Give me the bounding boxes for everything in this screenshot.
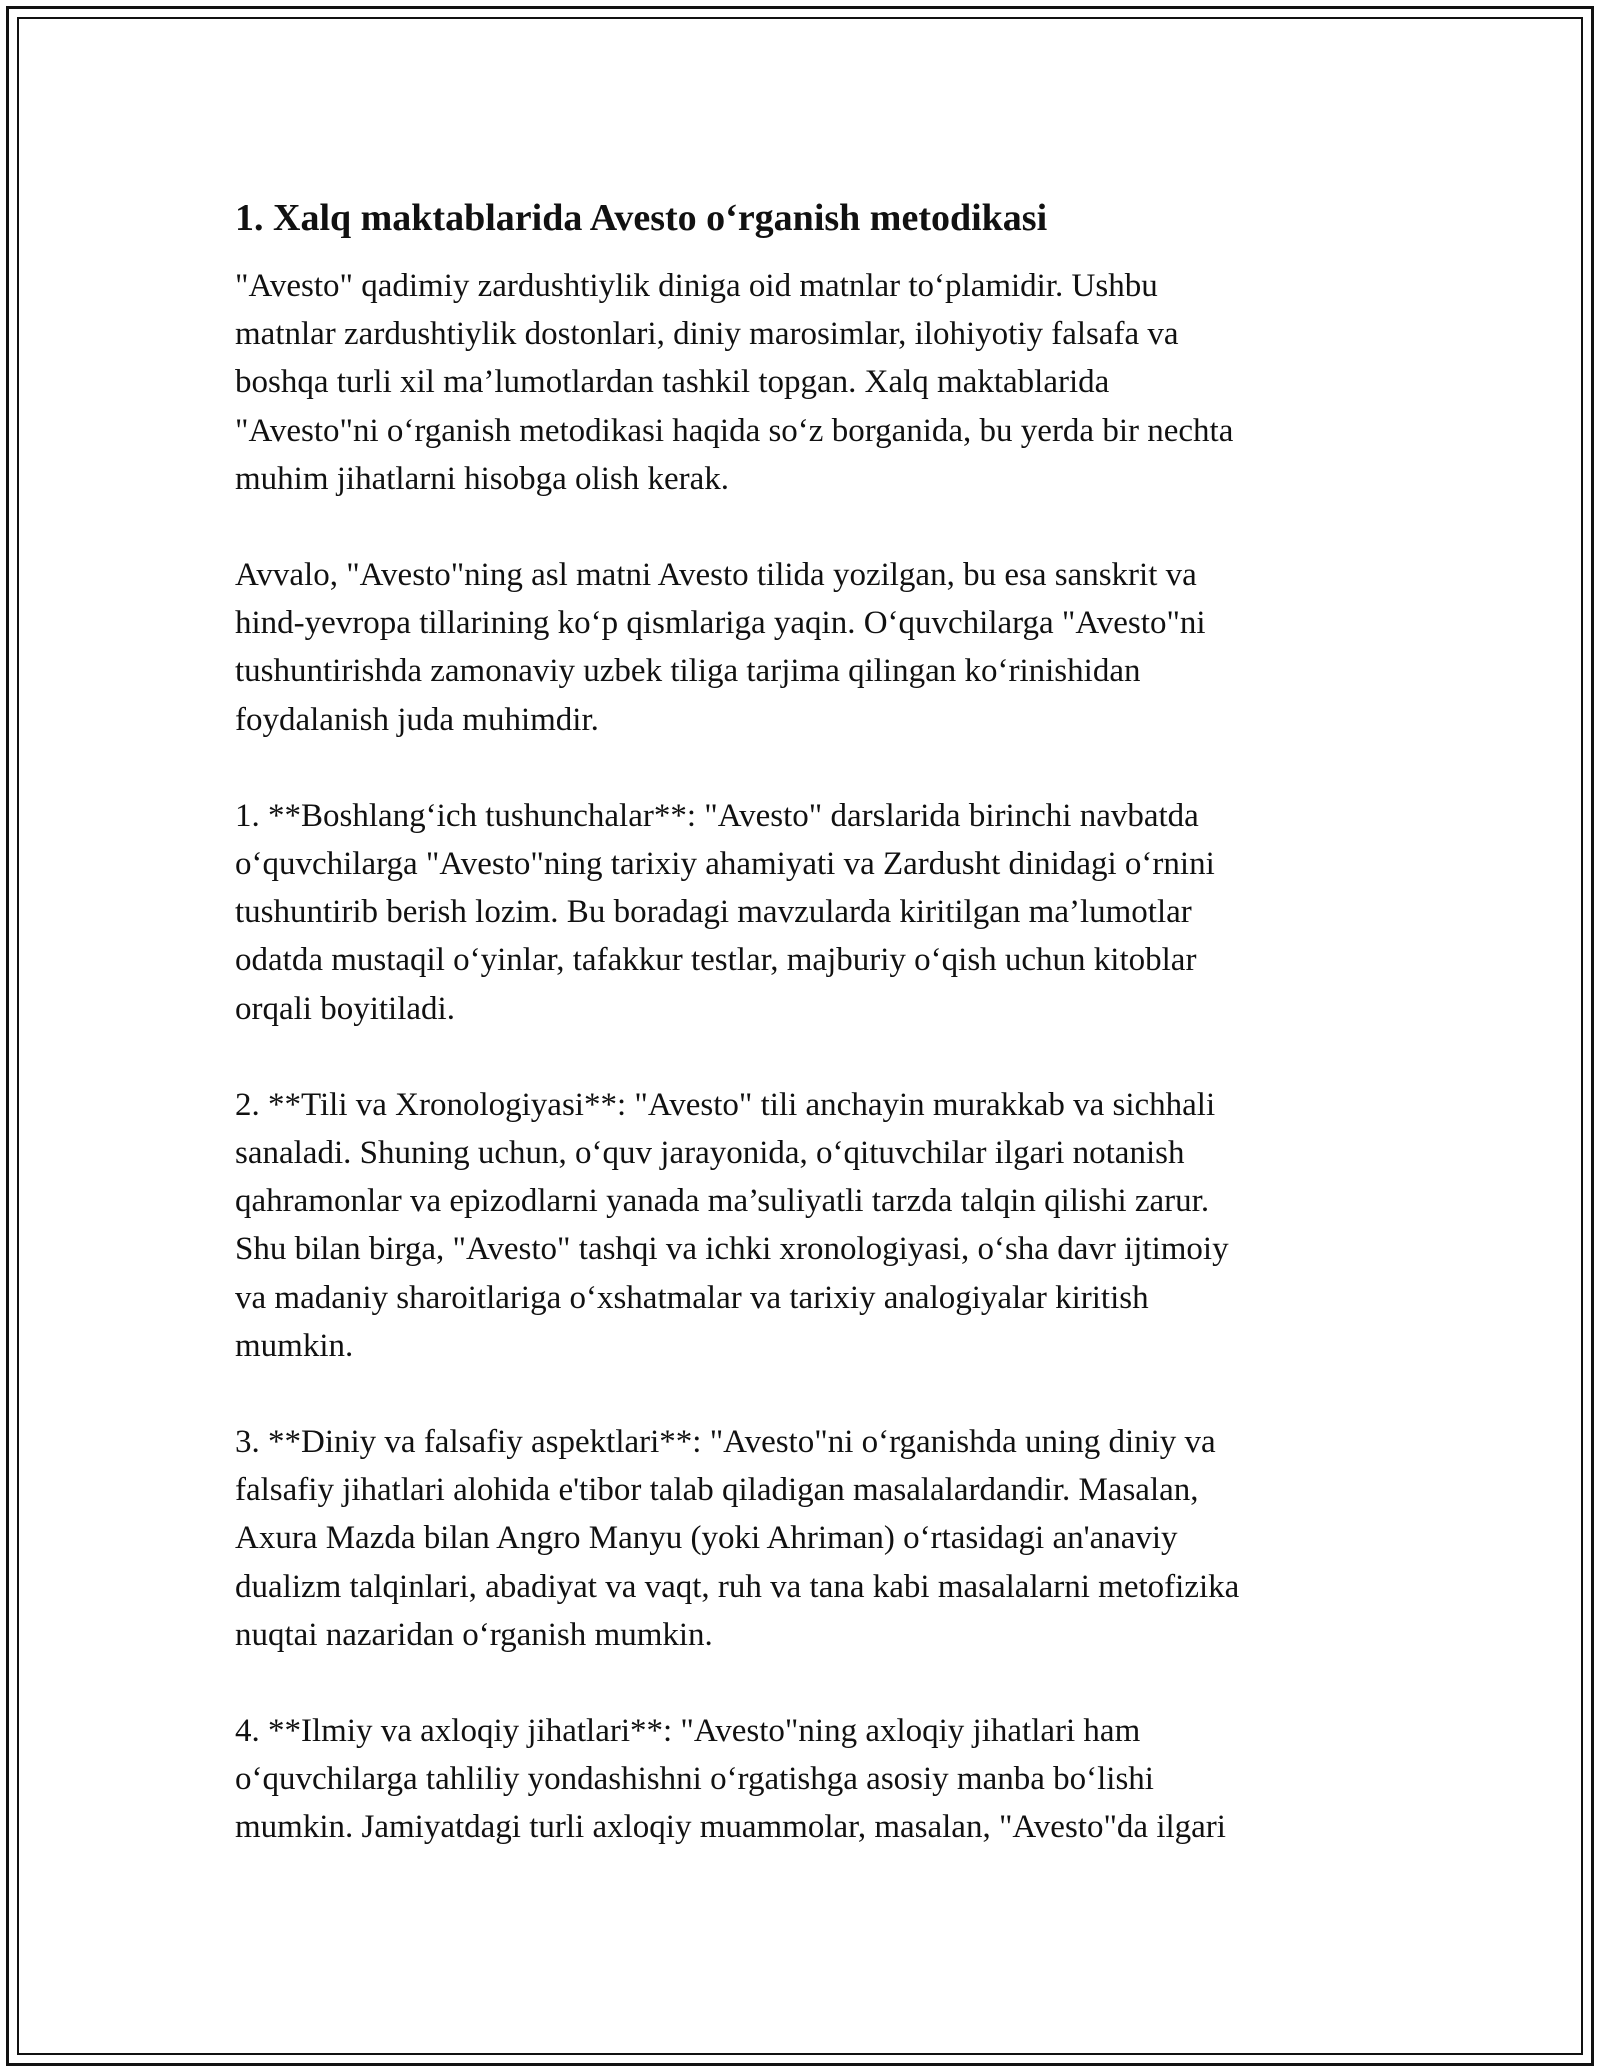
- paragraph-line: Shu bilan birga, "Avesto" tashqi va ichki xronologiyasi, o‘sha davr ijtimoiy: [235, 1231, 1229, 1268]
- list-item-4: [235, 1707, 1365, 1852]
- document-title: 1. Xalq maktablarida Avesto o‘rganish metodikasi: [235, 197, 1048, 239]
- document-body: [235, 182, 1365, 1900]
- paragraph-line: qahramonlar va epizodlarni yanada ma’suliyatli tarzda talqin qilishi zarur.: [235, 1183, 1210, 1220]
- paragraph-line: sanaladi. Shuning uchun, o‘quv jarayonida, o‘qituvchilar ilgari notanish: [235, 1135, 1185, 1172]
- paragraph-line: tushuntirishda zamonaviy uzbek tiliga tarjima qilingan ko‘rinishidan: [235, 653, 1141, 690]
- paragraph-line: hind-yevropa tillarining ko‘p qismlariga yaqin. O‘quvchilarga "Avesto"ni: [235, 605, 1206, 642]
- paragraph-line: foydalanish juda muhimdir.: [235, 701, 599, 738]
- paragraph-line: odatda mustaqil o‘yinlar, tafakkur testlar, majburiy o‘qish uchun kitoblar: [235, 942, 1197, 979]
- paragraph-line: falsafiy jihatlari alohida e'tibor talab qiladigan masalalardandir. Masalan,: [235, 1472, 1199, 1509]
- paragraph-line: tushuntirib berish lozim. Bu boradagi mavzularda kiritilgan ma’lumotlar: [235, 894, 1192, 931]
- paragraph-line: Avvalo, "Avesto"ning asl matni Avesto tilida yozilgan, bu esa sanskrit va: [235, 557, 1197, 594]
- list-item-1: [235, 792, 1365, 1033]
- list-item-3: [235, 1418, 1365, 1659]
- paragraph-line: 2. **Tili va Xronologiyasi**: "Avesto" tili anchayin murakkab va sichhali: [235, 1086, 1216, 1123]
- list-item-2: [235, 1081, 1365, 1370]
- paragraph-line: mumkin. Jamiyatdagi turli axloqiy muammolar, masalan, "Avesto"da ilgari: [235, 1809, 1226, 1846]
- paragraph-line: 1. **Boshlang‘ich tushunchalar**: "Avesto" darslarida birinchi navbatda: [235, 797, 1199, 834]
- paragraph-line: Axura Mazda bilan Angro Manyu (yoki Ahriman) o‘rtasidagi an'anaviy: [235, 1520, 1178, 1557]
- paragraph-line: matnlar zardushtiylik dostonlari, diniy marosimlar, ilohiyotiy falsafa va: [235, 316, 1179, 353]
- paragraph-line: mumkin.: [235, 1327, 354, 1364]
- paragraph-language: [235, 551, 1365, 744]
- paragraph-line: 3. **Diniy va falsafiy aspektlari**: "Avesto"ni o‘rganishda uning diniy va: [235, 1424, 1216, 1461]
- paragraph-line: dualizm talqinlari, abadiyat va vaqt, ruh va tana kabi masalalarni metofizika: [235, 1568, 1240, 1605]
- paragraph-line: muhim jihatlarni hisobga olish kerak.: [235, 460, 730, 497]
- paragraph-line: orqali boyitiladi.: [235, 990, 455, 1027]
- paragraph-line: o‘quvchilarga "Avesto"ning tarixiy ahamiyati va Zardusht dinidagi o‘rnini: [235, 846, 1215, 883]
- paragraph-line: 4. **Ilmiy va axloqiy jihatlari**: "Avesto"ning axloqiy jihatlari ham: [235, 1713, 1141, 1750]
- paragraph-line: "Avesto" qadimiy zardushtiylik diniga oid matnlar to‘plamidir. Ushbu: [235, 268, 1158, 304]
- paragraph-line: "Avesto"ni o‘rganish metodikasi haqida so‘z borganida, bu yerda bir nechta: [235, 412, 1234, 449]
- paragraph-intro: [235, 262, 1365, 503]
- paragraph-line: o‘quvchilarga tahliliy yondashishni o‘rgatishga asosiy manba bo‘lishi: [235, 1761, 1154, 1798]
- paragraph-line: boshqa turli xil ma’lumotlardan tashkil topgan. Xalq maktablarida: [235, 364, 1110, 401]
- paragraph-line: va madaniy sharoitlariga o‘xshatmalar va tarixiy analogiyalar kiritish: [235, 1279, 1149, 1316]
- paragraph-line: nuqtai nazaridan o‘rganish mumkin.: [235, 1616, 713, 1653]
